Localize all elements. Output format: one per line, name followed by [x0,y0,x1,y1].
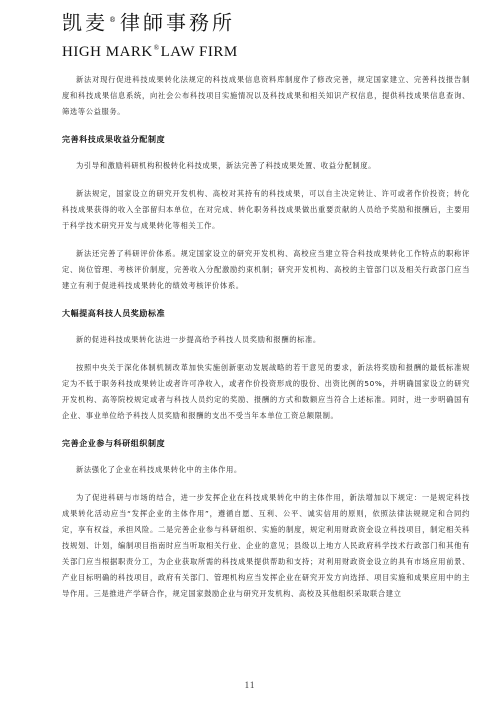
firm-logo [62,8,322,64]
paragraph-5: 新的促进科技成果转化法进一步提高给予科技人员奖励和报酬的标准。 [76,335,321,344]
paragraph-7: 新法强化了企业在科技成果转化中的主体作用。 [76,465,242,474]
document-body [62,72,470,614]
paragraph-6: 按照中央关于深化体制机制改革加快实施创新驱动发展战略的若干意见的要求，新法将奖励和报酬的最低标准规定为不低于职务科技成果转让或者许可净收入，或者作价投资形成的股份、出资比例的50%，并明确国家设立的研究开发机构、高等院校规定或者与科技人员约定的奖励、报酬的方式和数额应当符合上述标准。同时，进一步明确国有企业、事业单位给予科技人员奖励和报酬的支出不受当年本单位工资总额限制。 [62,363,470,420]
logo-en-part1: HIGH MARK [62,43,153,60]
section-heading-3: 完善企业参与科研组织制度 [62,439,166,448]
registered-mark: ® [109,16,119,24]
firm-logo-english [62,39,322,61]
logo-en-part2: LAW FIRM [160,43,238,60]
paragraph-8: 为了促进科研与市场的结合，进一步发挥企业在科技成果转化中的主体作用，新法增加以下规定：一是规定科技成果转化活动应当“发挥企业的主体作用”，遵循自愿、互利、公平、诚实信用的原则，依照法律法规规定和合同约定，享有权益，承担风险。二是完善企业参与科研组织、实施的制度，规定利用财政资金设立科技项目，制定相关科技规划、计划，编制项目指南时应当听取相关行业、企业的意见；县级以上地方人民政府科学技术行政部门和其他有关部门应当根据职责分工，为企业获取所需的科技成果提供帮助和支持；对利用财政资金设立的具有市场应用前景、产业目标明确的科技项目，政府有关部门、管理机构应当发挥企业在研究开发方向选择、项目实施和成果应用中的主导作用。三是推进产学研合作，规定国家鼓励企业与研究开发机构、高校及其他组织采取联合建立 [62,493,470,598]
paragraph-1: 新法对现行促进科技成果转化法规定的科技成果信息资料库制度作了修改完善，规定国家建立、完善科技报告制度和科技成果信息系统，向社会公布科技项目实施情况以及科技成果和相关知识产权信息，提供科技成果信息查询、筛选等公益服务。 [62,75,470,116]
page-number: 11 [244,680,256,690]
section-heading-2: 大幅提高科技人员奖励标准 [62,309,166,318]
registered-mark: ® [153,43,160,52]
logo-cn-part1: 凯麦 [62,10,108,35]
paragraph-3: 新法规定，国家设立的研究开发机构、高校对其持有的科技成果，可以自主决定转让、许可或者作价投资；转化科技成果获得的收入全部留归本单位，在对完成、转化职务科技成果做出重要贡献的人员给予奖励和报酬后，主要用于科学技术研究开发与成果转化等相关工作。 [62,189,470,230]
firm-logo-chinese [62,8,322,35]
logo-cn-part2: 律師事務所 [120,10,235,35]
section-heading-1: 完善科技成果收益分配制度 [62,135,166,144]
paragraph-2: 为引导和激励科研机构积极转化科技成果，新法完善了科技成果处置、收益分配制度。 [76,161,377,170]
paragraph-4: 新法还完善了科研评价体系。规定国家设立的研究开发机构、高校应当建立符合科技成果转化工作特点的职称评定、岗位管理、考核评价制度，完善收入分配激励约束机制；研究开发机构、高校的主管部门以及相关行政部门应当建立有利于促进科技成果转化的绩效考核评价体系。 [62,249,470,290]
